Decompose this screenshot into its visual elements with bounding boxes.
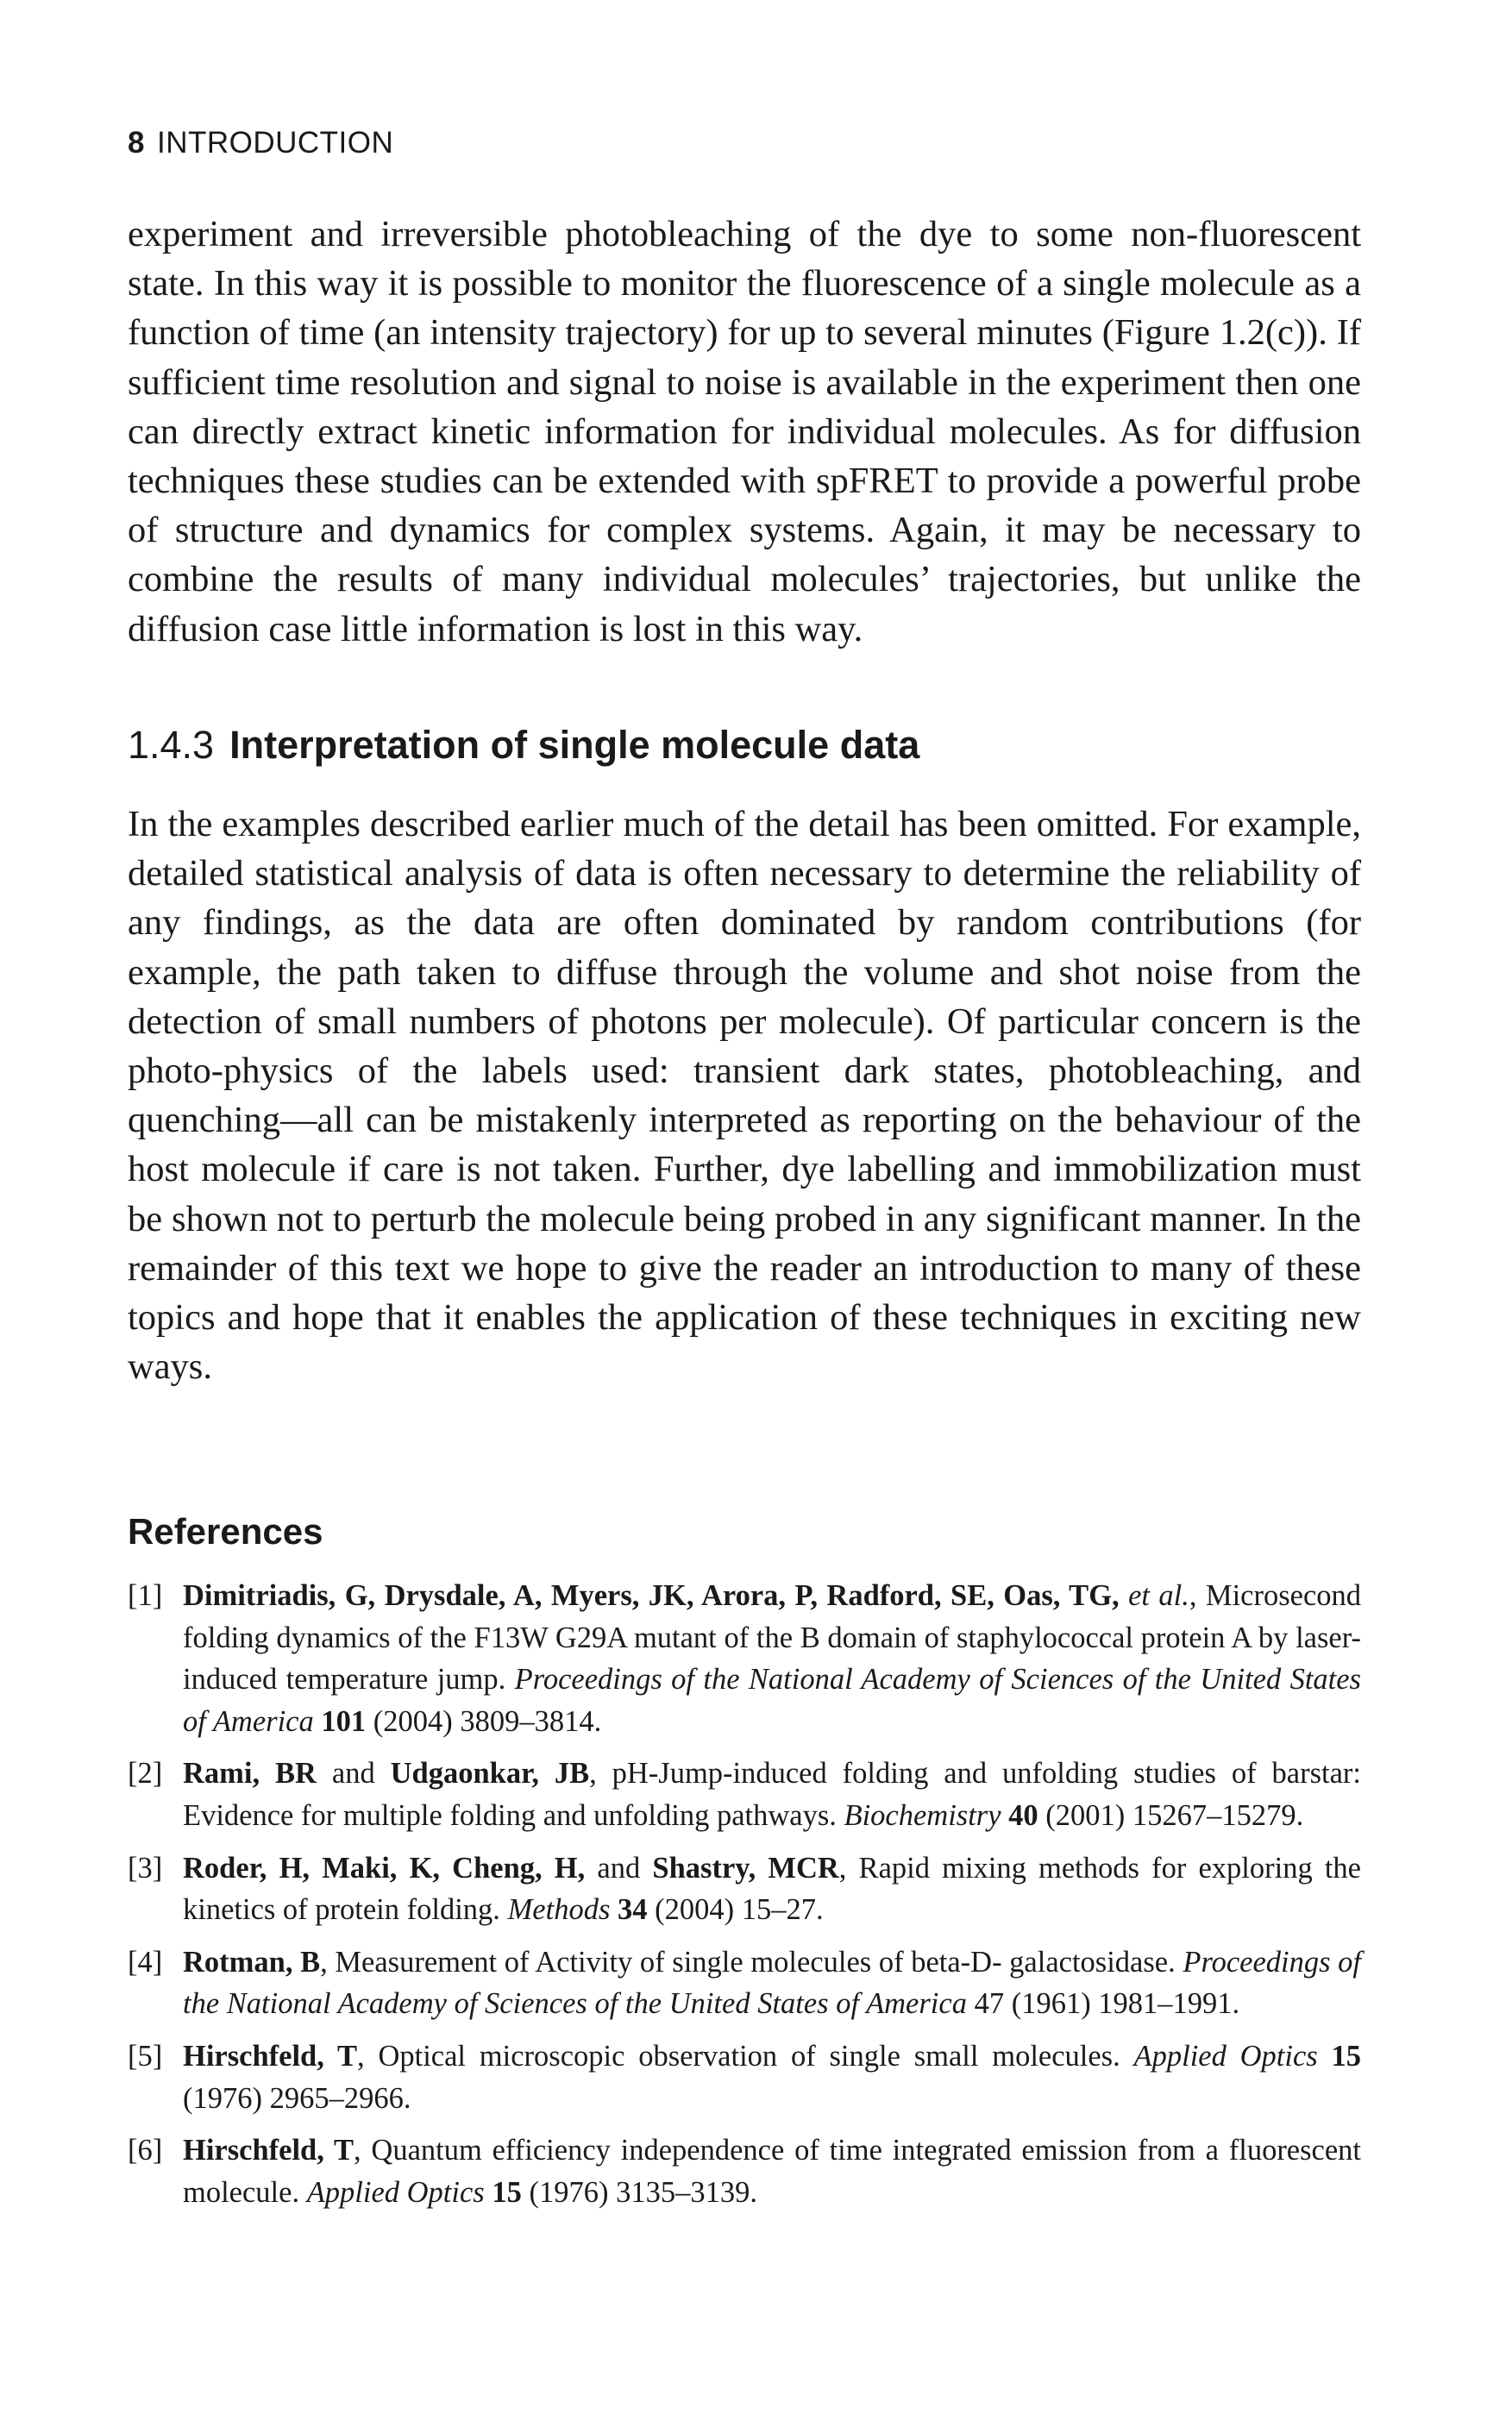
reference-authors: Shastry, MCR <box>652 1851 839 1885</box>
reference-volume: 47 <box>974 1987 1005 2021</box>
reference-year-pages: (2001) 15267–15279. <box>1045 1798 1304 1832</box>
reference-etal: et al. <box>1128 1579 1189 1612</box>
reference-authors: Rotman, B <box>183 1945 321 1979</box>
reference-item <box>128 1753 1361 1836</box>
reference-number: [3] <box>128 1851 163 1885</box>
reference-year-pages: (2004) 3809–3814. <box>373 1704 602 1738</box>
reference-item <box>128 1575 1361 1742</box>
reference-title: , pH-Jump-induced folding and unfolding studies of barstar: Evidence for multiple folding and unfolding pathways. <box>183 1757 1361 1832</box>
reference-item <box>128 2130 1361 2213</box>
reference-and: and <box>316 1757 391 1791</box>
reference-number: [4] <box>128 1945 163 1979</box>
reference-authors: Udgaonkar, JB <box>390 1757 590 1791</box>
reference-number: [2] <box>128 1757 163 1791</box>
reference-journal: Proceedings of the National Academy of Sciences of the United States of America <box>183 1945 1362 2021</box>
reference-number: [6] <box>128 2134 163 2167</box>
reference-authors: Roder, H, Maki, K, Cheng, H, <box>183 1851 586 1885</box>
reference-item <box>128 2036 1361 2119</box>
running-head <box>128 126 393 160</box>
reference-number: [1] <box>128 1579 163 1612</box>
reference-title: , Quantum efficiency independence of time integrated emission from a fluorescent molecule. <box>183 2134 1362 2209</box>
references-heading: References <box>128 1511 323 1552</box>
running-head-title: INTRODUCTION <box>156 126 394 160</box>
reference-authors: Hirschfeld, T <box>183 2039 358 2073</box>
reference-year-pages: (2004) 15–27. <box>655 1893 824 1927</box>
section-title: Interpretation of single molecule data <box>229 723 920 767</box>
book-page <box>128 0 1361 2415</box>
reference-title: , Rapid mixing methods for exploring the kinetics of protein folding. <box>183 1851 1361 1927</box>
reference-number: [5] <box>128 2039 163 2073</box>
reference-journal: Applied Optics <box>1133 2039 1318 2073</box>
reference-volume: 15 <box>1331 2039 1362 2073</box>
section-number: 1.4.3 <box>128 723 215 767</box>
reference-volume: 40 <box>1008 1798 1038 1832</box>
reference-authors: Dimitriadis, G, Drysdale, A, Myers, JK, Arora, P, Radford, SE, Oas, TG, <box>183 1579 1120 1612</box>
reference-year-pages: (1961) 1981–1991. <box>1011 1987 1240 2021</box>
reference-list <box>128 1575 1361 2224</box>
reference-item <box>128 1941 1361 2025</box>
reference-journal: Biochemistry <box>844 1798 1001 1832</box>
reference-authors: Hirschfeld, T <box>183 2134 354 2167</box>
reference-title: , Optical microscopic observation of single small molecules. <box>357 2039 1120 2073</box>
page-number: 8 <box>128 126 145 160</box>
reference-title: , Microsecond folding dynamics of the F13W G29A mutant of the B domain of staphylococcal protein A by laser-induced temperature jump. <box>183 1579 1362 1697</box>
reference-volume: 15 <box>492 2175 522 2209</box>
reference-title: , Measurement of Activity of single molecules of beta-D- galactosidase. <box>320 1945 1176 1979</box>
reference-year-pages: (1976) 3135–3139. <box>529 2175 757 2209</box>
section-heading <box>128 723 919 768</box>
reference-volume: 34 <box>618 1893 648 1927</box>
reference-authors: Rami, BR <box>183 1757 317 1791</box>
reference-year-pages: (1976) 2965–2966. <box>183 2081 411 2115</box>
body-paragraph: experiment and irreversible photobleaching of the dye to some non-fluorescent state. In this way it is possible to monitor the fluorescence of a single molecule as a function of time (an intensity trajectory) for up to several minutes (Figure 1.2(c)). If sufficient time resolution and signal to noise is available in the experiment then one can directly extract kinetic information for individual molecules. As for diffusion techniques these studies can be extended with spFRET to provide a powerful probe of structure and dynamics for complex systems. Again, it may be necessary to combine the results of many individual molecules’ trajectories, but unlike the diffusion case little information is lost in this way. <box>128 214 1361 649</box>
reference-journal: Methods <box>507 1893 611 1927</box>
reference-and: and <box>585 1851 653 1885</box>
reference-volume: 101 <box>321 1704 367 1738</box>
reference-journal: Proceedings of the National Academy of Sciences of the United States of America <box>183 1663 1361 1738</box>
reference-item <box>128 1847 1361 1931</box>
reference-journal: Applied Optics <box>306 2175 485 2209</box>
body-paragraph: In the examples described earlier much of the detail has been omitted. For example, detailed statistical analysis of data is often necessary to determine the reliability of any findings, as the data are often dominated by random contributions (for example, the path taken to diffuse through the volume and shot noise from the detection of small numbers of photons per molecule). Of particular concern is the photo-physics of the labels used: transient dark states, photobleaching, and quenching—all can be mistakenly interpreted as reporting on the behaviour of the host molecule if care is not taken. Further, dye labelling and immobilization must be shown not to perturb the molecule being probed in any significant manner. In the remainder of this text we hope to give the reader an introduction to many of these topics and hope that it enables the application of these techniques in exciting new ways. <box>128 804 1361 1388</box>
